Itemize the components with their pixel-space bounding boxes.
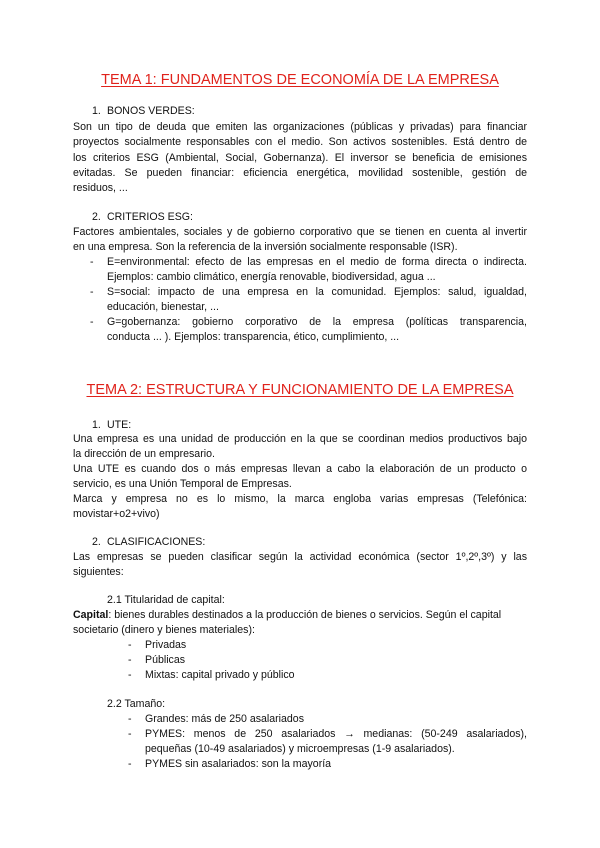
bullet-line: conducta ... ). Ejemplos: transparencia, ético, cumplimiento, ... xyxy=(107,331,400,343)
bullet-dash: - xyxy=(128,713,132,725)
bullet-dash: - xyxy=(90,256,94,268)
paragraph-line: Marca y empresa no es lo mismo, la marca engloba varias empresas (Telefónica: xyxy=(73,493,527,505)
subsection-2-2-heading: 2.2 Tamaño: xyxy=(107,698,166,710)
paragraph-line: los criterios ESG (Ambiental, Social, Gobernanza). El inversor se beneficia de emisiones xyxy=(73,152,527,164)
tema1-s2-number: 2. xyxy=(92,211,101,223)
paragraph-line: proyectos socialmente responsables con el medio. Son activos sostenibles. Está dentro de xyxy=(73,136,527,148)
bullet-line: Públicas xyxy=(145,654,186,666)
paragraph-line: servicio, es una Unión Temporal de Empresas. xyxy=(73,478,292,490)
bullet-line: Mixtas: capital privado y público xyxy=(145,669,295,681)
paragraph-line: Las empresas se pueden clasificar según la actividad económica (sector 1º,2º,3º) y las xyxy=(73,551,527,563)
capital-definition: : bienes durables destinados a la producción de bienes o servicios. Según el capital xyxy=(108,609,502,621)
tema1-s1-heading: BONOS VERDES: xyxy=(107,105,195,117)
paragraph-line: Una UTE es cuando dos o más empresas llevan a cabo la elaboración de un producto o xyxy=(73,463,527,475)
paragraph-line: en una empresa. Son la referencia de la inversión socialmente responsable (ISR). xyxy=(73,241,458,253)
bullet-dash: - xyxy=(90,286,94,298)
tema2-s1-heading: UTE: xyxy=(107,419,132,431)
bullet-line: PYMES sin asalariados: son la mayoría xyxy=(145,758,332,770)
bullet-line: PYMES: menos de 250 asalariados → medianas: (50-249 asalariados), xyxy=(145,728,527,740)
paragraph-line: Son un tipo de deuda que emiten las organizaciones (públicas y privadas) para financiar xyxy=(73,121,527,133)
bullet-dash: - xyxy=(128,758,132,770)
bullet-dash: - xyxy=(128,728,132,740)
tema2-s2-number: 2. xyxy=(92,536,101,548)
tema1-s2-heading: CRITERIOS ESG: xyxy=(107,211,193,223)
bullet-dash: - xyxy=(128,639,132,651)
bullet-line: S=social: impacto de una empresa en la comunidad. Ejemplos: salud, igualdad, xyxy=(107,286,527,298)
bullet-line: Privadas xyxy=(145,639,187,651)
bullet-line: pequeñas (10-49 asalariados) y microempresas (1-9 asalariados). xyxy=(145,743,455,755)
bullet-line: Grandes: más de 250 asalariados xyxy=(145,713,304,725)
paragraph-line: evitadas. Se pueden financiar: eficiencia energética, movilidad sostenible, gestión de xyxy=(73,167,527,179)
paragraph-line: Una empresa es una unidad de producción en la que se coordinan medios productivos bajo xyxy=(73,433,527,445)
paragraph-line: residuos, ... xyxy=(73,182,128,194)
tema1-s1-number: 1. xyxy=(92,105,101,117)
bullet-line: Ejemplos: cambio climático, energía renovable, biodiversidad, agua ... xyxy=(107,271,436,283)
paragraph-line: movistar+o2+vivo) xyxy=(73,508,160,520)
paragraph-line: la dirección de un empresario. xyxy=(73,448,215,460)
bullet-line: educación, bienestar, ... xyxy=(107,301,219,313)
bullet-line: E=environmental: efecto de las empresas en el medio de forma directa o indirecta. xyxy=(107,256,527,268)
bullet-dash: - xyxy=(90,316,94,328)
subsection-2-1-heading: 2.1 Titularidad de capital: xyxy=(107,594,225,606)
paragraph-line: societario (dinero y bienes materiales): xyxy=(73,624,255,636)
paragraph-line: Factores ambientales, sociales y de gobierno corporativo que se tienen en cuenta al invertir xyxy=(73,226,527,238)
bullet-dash: - xyxy=(128,669,132,681)
tema2-s1-number: 1. xyxy=(92,419,101,431)
tema1-title: TEMA 1: FUNDAMENTOS DE ECONOMÍA DE LA EMPRESA xyxy=(101,72,499,88)
capital-term: Capital xyxy=(73,609,109,621)
tema2-s2-heading: CLASIFICACIONES: xyxy=(107,536,206,548)
bullet-dash: - xyxy=(128,654,132,666)
tema2-title: TEMA 2: ESTRUCTURA Y FUNCIONAMIENTO DE LA EMPRESA xyxy=(86,382,514,398)
paragraph-line: siguientes: xyxy=(73,566,124,578)
bullet-line: G=gobernanza: gobierno corporativo de la empresa (políticas transparencia, xyxy=(107,316,527,328)
capital-definition-line xyxy=(73,608,501,623)
